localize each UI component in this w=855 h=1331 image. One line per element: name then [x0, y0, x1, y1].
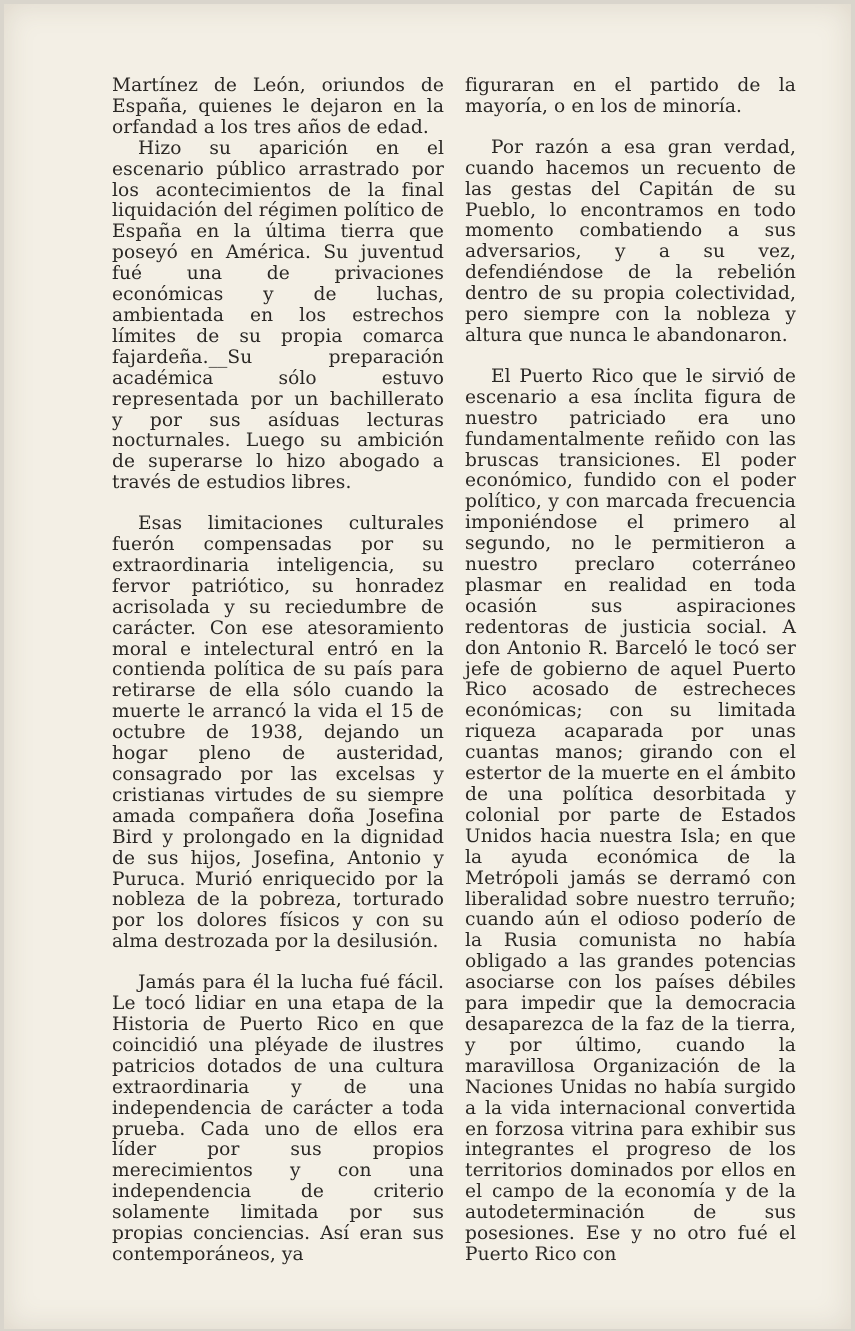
left-column	[112, 76, 444, 1266]
right-paragraph-3: El Puerto Rico que le sirvió de escenario a esa ínclita figura de nuestro patriciado era uno fundamentalmente reñido con las bruscas transiciones. El poder económico, fundido con el poder político, y con marcada frecuencia imponiéndose el primero al segundo, no le permitieron a nuestro preclaro coterráneo plasmar en realidad en toda ocasión sus aspiraciones redentoras de justicia social. A don Antonio R. Barceló le tocó ser jefe de gobierno de aquel Puerto Rico acosado de estrecheces económicas; con su limitada riqueza acaparada por unas cuantas manos; girando con el estertor de la muerte en el ámbito de una política desorbitada y colonial por parte de Estados Unidos hacia nuestra Isla; en que la ayuda económica de la Metrópoli jamás se derramó con liberalidad sobre nuestro terruño; cuando aún el odioso poderío de la Rusia comunista no había obligado a las grandes potencias asociarse con los países débiles para impedir que la democracia desaparezca de la faz de la tierra, y por último, cuando la maravillosa Organización de la Naciones Unidas no había surgido a la vida internacional convertida en forzosa vitrina para exhibir sus integrantes el progreso de los territorios dominados por ellos en el campo de la economía y de la autodeterminación de sus posesiones. Ese y no otro fué el Puerto Rico con	[465, 365, 796, 1265]
left-paragraph-3: Esas limitaciones culturales fuerón compensadas por su extraordinaria inteligencia, su fervor patriótico, su honradez acrisolada y su reciedumbre de carácter. Con ese atesoramiento moral e intelectural entró en la contienda política de su país para retirarse de ella sólo cuando la muerte le arrancó la vida el 15 de octubre de 1938, dejando un hogar pleno de austeridad, consagrado por las excelsas y cristianas virtudes de su siempre amada compañera doña Josefina Bird y prolongado en la dignidad de sus hijos, Josefina, Antonio y Puruca. Murió enriquecido por la nobleza de la pobreza, torturado por los dolores físicos y con su alma destrozada por la desilusión.	[112, 513, 444, 953]
right-paragraph-1: figuraran en el partido de la mayoría, o en los de minoría.	[465, 75, 796, 117]
left-paragraph-2: Hizo su aparición en el escenario público arrastrado por los acontecimientos de la final liquidación del régimen político de España en la última tierra que poseyó en América. Su juventud fué una de privaciones económicas y de luchas, ambientada en los estrechos límites de su propia comarca fajardeña.__Su preparación académica sólo estuvo representada por un bachillerato y por sus asíduas lecturas nocturnales. Luego su ambición de superarse lo hizo abogado a través de estudios libres.	[112, 137, 444, 494]
document-page	[4, 4, 851, 1329]
left-paragraph-4: Jamás para él la lucha fué fácil. Le tocó lidiar en una etapa de la Historia de Puerto Rico en que coincidió una pléyade de ilustres patricios dotados de una cultura extraordinaria y de una independencia de carácter a toda prueba. Cada uno de ellos era líder por sus propios merecimientos y con una independencia de criterio solamente limitada por sus propias conciencias. Así eran sus contemporáneos, ya	[112, 972, 444, 1265]
right-paragraph-2: Por razón a esa gran verdad, cuando hacemos un recuento de las gestas del Capitán de su Pueblo, lo encontramos en todo momento combatiendo a sus adversarios, y a su vez, defendiéndose de la rebelión dentro de su propia colectividad, pero siempre con la nobleza y altura que nunca le abandonaron.	[465, 136, 796, 346]
right-column	[465, 76, 796, 1266]
left-paragraph-1: Martínez de León, oriundos de España, quienes le dejaron en la orfandad a los tres años de edad.	[112, 75, 444, 138]
